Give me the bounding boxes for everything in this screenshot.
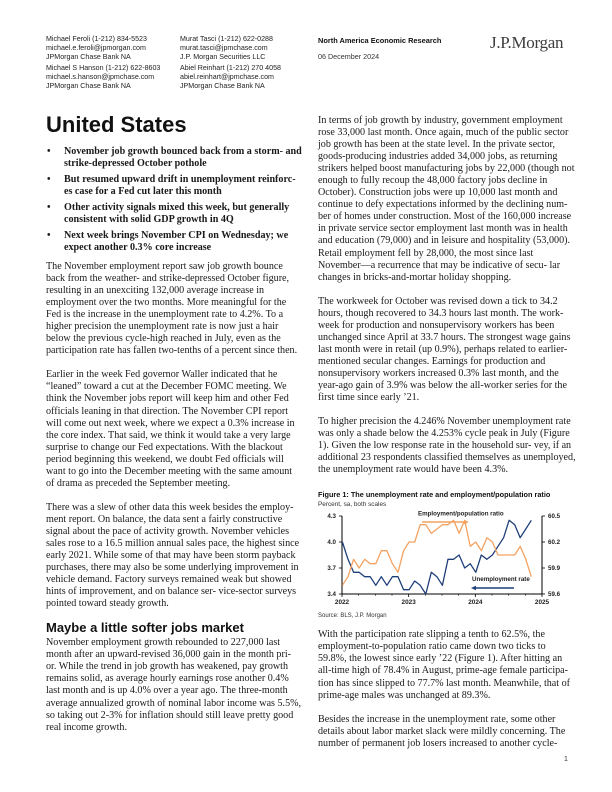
body-paragraph: In terms of job growth by industry, government employment rose 33,000 last month. Once again, much of the public sector job growth has been at the state level. In the private sector, goods-producing industries added 34,000 jobs, as returning strikers helped boost manufacturing jobs by 22,000 (though not enough to fully recoup the 48,000 factory jobs decline in October). Construction jobs were up 10,000 last month and continue to defy expectations informed by the declining num- ber of homes under construction. Most of the 160,000 increase in private service sector employment last month was in health and education (79,000) and in leisure and hospitality (53,000). Retail employment fell by 28,000, the most since last November—a recurrence that may be indicative of secu- lar changes in bricks-and-mortar holiday shopping. [318,115,575,283]
figure-source: Source: BLS, J.P. Morgan [318,613,387,620]
author-feroli [46,35,147,62]
author-entity: JPMorgan Chase Bank NA [180,82,265,90]
bullet-icon: • [47,230,51,241]
right-axis-tick-label: 59.9 [548,565,561,573]
key-point [46,202,302,226]
left-axis-tick-label: 3.4 [327,591,336,599]
arrow-left-icon [471,586,476,590]
employment-population-annotation: Employment/population ratio [418,510,504,518]
author-tasci [180,35,273,62]
author-name-phone: Michael S Hanson (1-212) 622-8603 [46,64,161,72]
department-label: North America Economic Research [318,36,442,45]
page-title: United States [46,112,187,137]
body-paragraph: Besides the increase in the unemployment rate, some other details about labor market slack were mildly concerning. The number of permanent job losers increased to another cycle- [318,713,566,749]
right-axis-tick-label: 59.6 [548,591,561,599]
author-email[interactable]: abiel.reinhart@jpmchase.com [180,73,274,81]
bullet-icon: • [47,202,51,213]
left-column [46,112,302,746]
key-point-text: Other activity signals mixed this week, but generally consistent with solid GDP growth in 4Q [64,202,290,225]
author-entity: J.P. Morgan Securities LLC [180,53,266,61]
body-paragraph: The workweek for October was revised down a tick to 34.2 hours, though recovered to 34.3 hours last month. The work- week for production and nonsupervisory workers has been unchanged since April at 33.7 hours. The strongest wage gains last month were in retail (up 0.9%), perhaps related to earlier-mentioned secular changes. Earnings for production and nonsupervisory workers increased 0.3% last month, and the year-ago gain of 3.9% was below the all-worker series for the first time since early ’21. [318,295,571,404]
body-paragraph: With the participation rate slipping a tenth to 62.5%, the employment-to-population ratio came down two ticks to 59.8%, the lowest since early ’22 (Figure 1). After hitting an all-time high of 78.4% in August, prime-age female participa- tion has since slipped to 77.7% last month. Meanwhile, that of prime-age males was unchanged at 89.3%. [318,629,571,701]
body-paragraph: To higher precision the 4.246% November unemployment rate was only a shade below the 4.253% cycle peak in July (Figure 1). Given the low response rate in the household sur- vey, if an additional 23 respondents classified themselves as unemployed, the unemployment rate would have been 4.3%. [318,416,576,476]
x-axis-tick-label: 2024 [468,599,483,607]
key-point [46,230,302,254]
body-paragraph: The November employment report saw job growth bounce back from the weather- and strike-depressed October figure, resulting in an unexciting 132,000 average increase in employment over the two months. More meaningful for the Fed is the increase in the unemployment rate to 4.2%. To a higher precision the unemployment rate is now just a hair below the previous cycle-high reached in July, even as the participation rate has fallen two-tenths of a percent since then. [46,261,298,357]
key-point [46,146,302,170]
author-entity: JPMorgan Chase Bank NA [46,82,131,90]
left-axis-tick-label: 4.0 [327,539,336,547]
key-point-text: November job growth bounced back from a storm- and strike-depressed October pothole [64,146,302,169]
x-axis-tick-label: 2023 [401,599,416,607]
figure-1 [318,490,576,619]
body-paragraph: There was a slew of other data this week besides the employ- ment report. On balance, the data sent a fairly constructive signal about the pace of activity growth. November vehicles sales rose to a 16.5 million annual sales pace, the highest since early 2021. While some of that may have been storm payback purchases, there may also be some underlying improvement in vehicle demand. Factory surveys remained weak but showed hints of improvement, and on balance ser- vice-sector surveys pointed toward steady growth. [46,501,300,610]
bullet-icon: • [47,174,51,185]
section-heading: Maybe a little softer jobs market [46,620,244,636]
arrow-right-icon [464,520,469,524]
author-name-phone: Murat Tasci (1-212) 622-0288 [180,35,273,43]
x-axis-tick-label: 2025 [534,599,550,607]
author-name-phone: Michael Feroli (1-212) 834-5523 [46,35,147,43]
report-date: 06 December 2024 [318,52,380,61]
author-email[interactable]: michael.s.hanson@jpmchase.com [46,73,155,81]
right-column [318,115,576,762]
left-axis-tick-label: 4.3 [327,513,336,521]
key-point [46,174,302,198]
jpmorgan-logo: J.P.Morgan [490,33,564,52]
left-axis-tick-label: 3.7 [327,565,336,573]
author-hanson [46,64,160,91]
author-name-phone: Abiel Reinhart (1-212) 270 4058 [180,64,281,72]
page-number: 1 [564,756,568,763]
author-entity: JPMorgan Chase Bank NA [46,53,131,61]
key-point-text: But resumed upward drift in unemployment reinforc- es case for a Fed cut later this month [64,174,296,197]
figure-title: Figure 1: The unemployment rate and employment/population ratio [318,490,551,500]
key-point-text: Next week brings November CPI on Wednesday; we expect another 0.3% core increase [64,230,289,253]
body-paragraph: Earlier in the week Fed governor Waller indicated that he “leaned” toward a cut at the December FOMC meeting. We think the November jobs report will keep him and other Fed officials leaning in that direction. The November CPI report will come out next week, where we expect a 0.3% increase in the core index. That said, we think it would take a very large surprise to change our Fed expectations. With the blackout period beginning this weekend, we doubt Fed officials will want to go into the December meeting with the same amount of drama as preceded the September meeting. [46,369,295,489]
x-axis-tick-label: 2022 [334,599,350,607]
unemployment-chart [318,508,576,608]
bullet-icon: • [47,146,51,157]
key-points-list [46,146,302,254]
figure-subtitle: Percent, sa, both scales [318,501,387,509]
body-paragraph: November employment growth rebounded to 227,000 last month after an upward-revised 36,000 gain in the month pri- or. While the trend in job growth has weakened, pay growth remains solid, as average hourly earnings rose another 0.4% last month and is up 4.0% over a year ago. The three-month average annualized growth of nominal labor income was 5.5%, so taking out 2-3% for inflation should still leave pretty good real income growth. [46,637,302,733]
right-axis-tick-label: 60.5 [548,513,561,521]
author-reinhart [180,64,281,91]
unemployment-rate-annotation: Unemployment rate [472,576,530,584]
author-email[interactable]: michael.e.feroli@jpmorgan.com [46,44,146,52]
report-header [318,36,441,61]
author-email[interactable]: murat.tasci@jpmchase.com [180,44,268,52]
right-axis-tick-label: 60.2 [548,539,561,547]
